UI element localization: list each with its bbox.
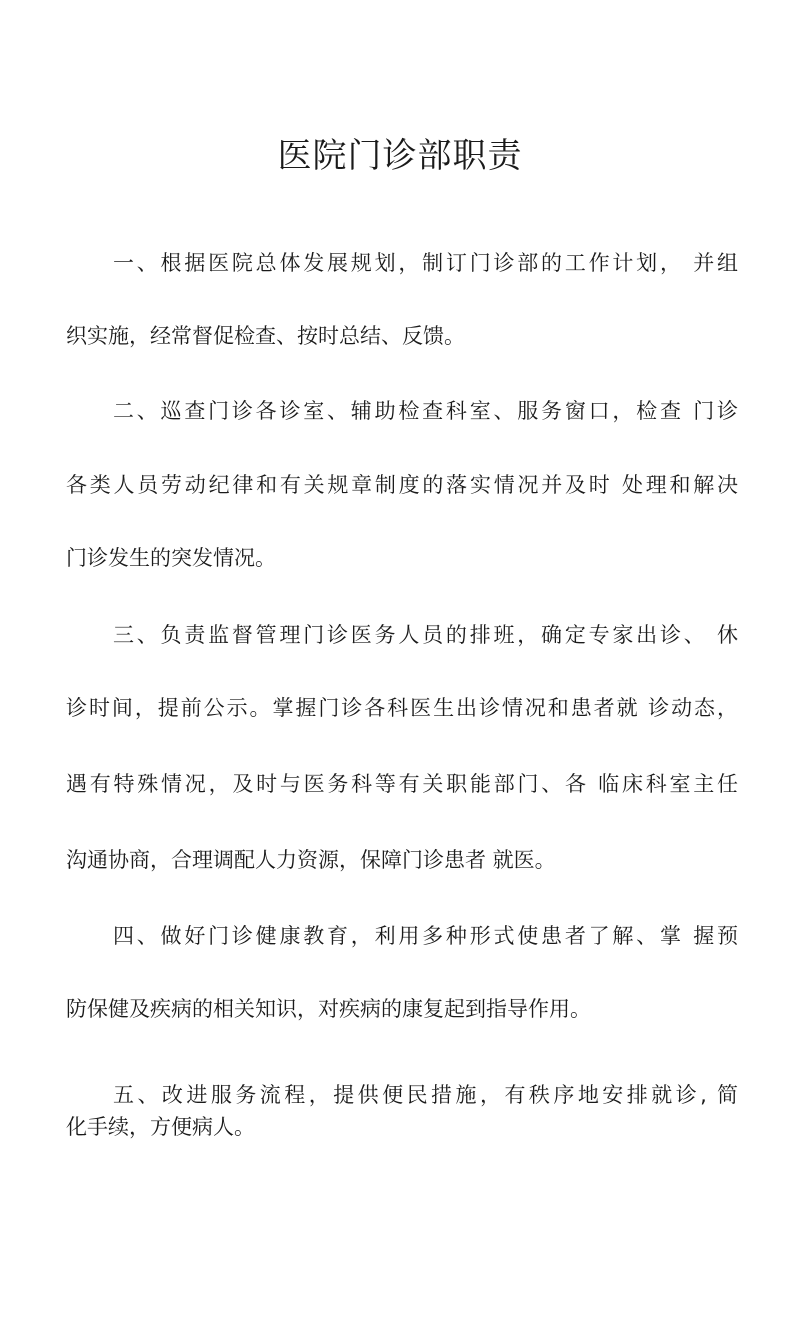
paragraph-1-line-1: 一、根据医院总体发展规划，制订门诊部的工作计划， 并组	[113, 251, 738, 275]
paragraph-2-line-3: 门诊发生的突发情况。	[66, 546, 276, 570]
paragraph-3-line-1: 三、负责监督管理门诊医务人员的排班，确定专家出诊、 休	[113, 623, 738, 647]
paragraph-3-line-3: 遇有特殊情况，及时与医务科等有关职能部门、各 临床科室主任	[66, 772, 738, 796]
paragraph-2-line-2: 各类人员劳动纪律和有关规章制度的落实情况并及时 处理和解决	[66, 473, 738, 497]
paragraph-4-line-2: 防保健及疾病的相关知识，对疾病的康复起到指导作用。	[66, 997, 591, 1021]
paragraph-3-line-4: 沟通协商，合理调配人力资源，保障门诊患者 就医。	[66, 848, 556, 872]
paragraph-2-line-1: 二、巡查门诊各诊室、辅助检查科室、服务窗口，检查 门诊	[113, 399, 738, 423]
paragraph-3-line-2: 诊时间，提前公示。掌握门诊各科医生出诊情况和患者就 诊动态，	[66, 696, 738, 720]
paragraph-1-line-2: 织实施，经常督促检查、按时总结、反馈。	[66, 324, 465, 348]
paragraph-5-line-1: 五、改进服务流程，提供便民措施，有秩序地安排就诊, 简	[113, 1083, 738, 1107]
document-title: 医院门诊部职责	[277, 136, 523, 176]
paragraph-5-line-2: 化手续，方便病人。	[66, 1115, 255, 1139]
paragraph-4-line-1: 四、做好门诊健康教育，利用多种形式使患者了解、掌 握预	[113, 924, 738, 948]
